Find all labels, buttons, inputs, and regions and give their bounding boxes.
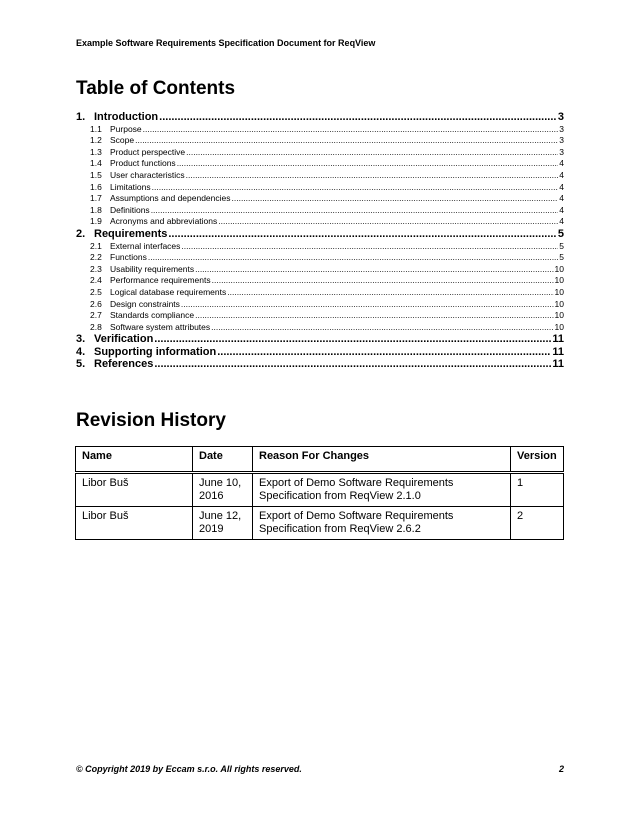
toc-entry-page: 5 xyxy=(559,252,564,263)
toc-dot-leader xyxy=(181,241,558,253)
column-header-version: Version xyxy=(511,447,564,473)
document-header: Example Software Requirements Specification Document for ReqView xyxy=(76,38,376,48)
toc-title: Table of Contents xyxy=(76,78,236,99)
toc-entry[interactable] xyxy=(76,147,564,159)
toc-entry-label: Scope xyxy=(110,135,135,146)
toc-entry[interactable] xyxy=(76,358,564,371)
toc-entry-page: 10 xyxy=(554,286,564,297)
toc-entry-label: Definitions xyxy=(110,204,150,215)
toc-entry[interactable] xyxy=(76,299,564,311)
toc-dot-leader xyxy=(148,252,558,264)
toc-entry-page: 4 xyxy=(559,181,564,192)
toc-dot-leader xyxy=(168,228,557,241)
toc-entry[interactable] xyxy=(76,158,564,170)
toc-entry[interactable] xyxy=(76,111,564,124)
toc-entry-label: Usability requirements xyxy=(110,263,195,274)
toc-entry-number: 2.5 xyxy=(90,286,102,297)
cell-date: June 10, 2016 xyxy=(193,473,253,507)
toc-entry-label: User characteristics xyxy=(110,169,185,180)
toc-entry-page: 4 xyxy=(559,193,564,204)
toc-entry-number: 1.3 xyxy=(90,146,102,157)
table-row xyxy=(76,473,564,507)
toc-entry[interactable] xyxy=(76,252,564,264)
toc-entry[interactable] xyxy=(76,333,564,346)
toc-entry-number: 5. xyxy=(76,358,86,371)
toc-entry-label: References xyxy=(94,358,154,371)
toc-dot-leader xyxy=(186,147,558,159)
revision-history-title: Revision History xyxy=(76,410,226,431)
toc-entry-number: 4. xyxy=(76,345,86,358)
cell-version: 2 xyxy=(511,507,564,540)
cell-reason: Export of Demo Software Requirements Specification from ReqView 2.1.0 xyxy=(253,473,511,507)
revision-history-table xyxy=(75,446,564,540)
toc-entry-label: Limitations xyxy=(110,181,151,192)
toc-entry[interactable] xyxy=(76,287,564,299)
page-number: 2 xyxy=(558,764,564,774)
cell-date: June 12, 2019 xyxy=(193,507,253,540)
toc-dot-leader xyxy=(212,275,554,287)
toc-entry[interactable] xyxy=(76,275,564,287)
toc-entry-page: 5 xyxy=(559,240,564,251)
cell-version: 1 xyxy=(511,473,564,507)
toc-entry-number: 2.8 xyxy=(90,321,102,332)
page-footer xyxy=(76,764,564,774)
toc-dot-leader xyxy=(217,346,551,359)
toc-entry-label: Performance requirements xyxy=(110,275,211,286)
toc-entry-number: 1.8 xyxy=(90,204,102,215)
toc-entry-page: 10 xyxy=(554,321,564,332)
toc-entry-label: Verification xyxy=(94,333,154,346)
toc-dot-leader xyxy=(181,299,554,311)
toc-entry-page: 11 xyxy=(552,333,564,346)
table-header-row xyxy=(76,447,564,473)
toc-entry-label: Standards compliance xyxy=(110,310,195,321)
toc-entry-page: 10 xyxy=(554,310,564,321)
toc-dot-leader xyxy=(186,170,559,182)
toc-dot-leader xyxy=(177,158,559,170)
toc-entry-number: 2.7 xyxy=(90,310,102,321)
toc-entry-label: Requirements xyxy=(94,227,168,240)
toc-entry[interactable] xyxy=(76,264,564,276)
toc-dot-leader xyxy=(154,333,551,346)
toc-entry-number: 2.1 xyxy=(90,240,102,251)
toc-entry-page: 3 xyxy=(557,111,564,123)
column-header-reason: Reason For Changes xyxy=(253,447,511,473)
toc-entry[interactable] xyxy=(76,205,564,217)
toc-entry-number: 1.6 xyxy=(90,181,102,192)
toc-dot-leader xyxy=(152,182,559,194)
toc-entry-page: 3 xyxy=(559,135,564,146)
toc-dot-leader xyxy=(232,193,559,205)
toc-dot-leader xyxy=(143,124,559,136)
toc-dot-leader xyxy=(227,287,553,299)
toc-entry-label: Introduction xyxy=(94,111,159,123)
cell-reason: Export of Demo Software Requirements Specification from ReqView 2.6.2 xyxy=(253,507,511,540)
toc-entry[interactable] xyxy=(76,241,564,253)
toc-entry-number: 1. xyxy=(76,111,86,123)
toc-entry-number: 1.7 xyxy=(90,193,102,204)
toc-entry-label: Acronyms and abbreviations xyxy=(110,216,218,227)
toc-entry-page: 4 xyxy=(559,216,564,227)
toc-entry-number: 2.2 xyxy=(90,252,102,263)
toc-entry-page: 10 xyxy=(554,263,564,274)
toc-entry[interactable] xyxy=(76,310,564,322)
column-header-name: Name xyxy=(76,447,193,473)
toc-entry-number: 1.2 xyxy=(90,135,102,146)
toc-entry-page: 3 xyxy=(559,146,564,157)
toc-entry[interactable] xyxy=(76,228,564,241)
toc-entry[interactable] xyxy=(76,170,564,182)
toc-entry-page: 4 xyxy=(559,204,564,215)
toc-entry-number: 3. xyxy=(76,333,86,346)
toc-entry[interactable] xyxy=(76,182,564,194)
toc-entry-label: Design constraints xyxy=(110,298,180,309)
cell-name: Libor Buš xyxy=(76,507,193,540)
toc-entry-number: 2.3 xyxy=(90,263,102,274)
toc-entry-number: 1.4 xyxy=(90,158,102,169)
toc-dot-leader xyxy=(195,310,553,322)
toc-entry[interactable] xyxy=(76,216,564,228)
toc-dot-leader xyxy=(159,111,557,124)
copyright-text: © Copyright 2019 by Eccam s.r.o. All rights reserved. xyxy=(76,764,302,774)
toc-entry-number: 1.9 xyxy=(90,216,102,227)
toc-entry-label: Functions xyxy=(110,252,147,263)
toc-dot-leader xyxy=(218,216,558,228)
toc-dot-leader xyxy=(195,264,553,276)
toc-entry-number: 1.5 xyxy=(90,169,102,180)
table-of-contents xyxy=(76,111,564,371)
toc-entry-label: Logical database requirements xyxy=(110,286,227,297)
toc-entry[interactable] xyxy=(76,322,564,334)
cell-name: Libor Buš xyxy=(76,473,193,507)
toc-entry-page: 5 xyxy=(557,227,564,240)
toc-entry-label: Purpose xyxy=(110,123,142,134)
toc-entry[interactable] xyxy=(76,193,564,205)
toc-entry-number: 1.1 xyxy=(90,123,102,134)
toc-entry-label: Software system attributes xyxy=(110,321,211,332)
toc-dot-leader xyxy=(211,322,553,334)
toc-entry[interactable] xyxy=(76,124,564,136)
table-row xyxy=(76,507,564,540)
toc-entry-label: Assumptions and dependencies xyxy=(110,193,231,204)
toc-entry-page: 11 xyxy=(552,358,564,371)
column-header-date: Date xyxy=(193,447,253,473)
toc-entry-page: 4 xyxy=(559,169,564,180)
toc-entry-page: 4 xyxy=(559,158,564,169)
toc-dot-leader xyxy=(135,135,558,147)
toc-dot-leader xyxy=(151,205,559,217)
toc-dot-leader xyxy=(154,358,551,371)
toc-entry-number: 2.6 xyxy=(90,298,102,309)
toc-entry-number: 2. xyxy=(76,227,86,240)
toc-entry-page: 10 xyxy=(554,275,564,286)
toc-entry-label: Product perspective xyxy=(110,146,186,157)
toc-entry[interactable] xyxy=(76,135,564,147)
toc-entry-page: 3 xyxy=(559,123,564,134)
toc-entry-number: 2.4 xyxy=(90,275,102,286)
toc-entry-label: Supporting information xyxy=(94,345,217,358)
toc-entry-page: 11 xyxy=(552,345,564,358)
toc-entry-label: External interfaces xyxy=(110,240,181,251)
toc-entry-page: 10 xyxy=(554,298,564,309)
toc-entry-label: Product functions xyxy=(110,158,176,169)
toc-entry[interactable] xyxy=(76,346,564,359)
